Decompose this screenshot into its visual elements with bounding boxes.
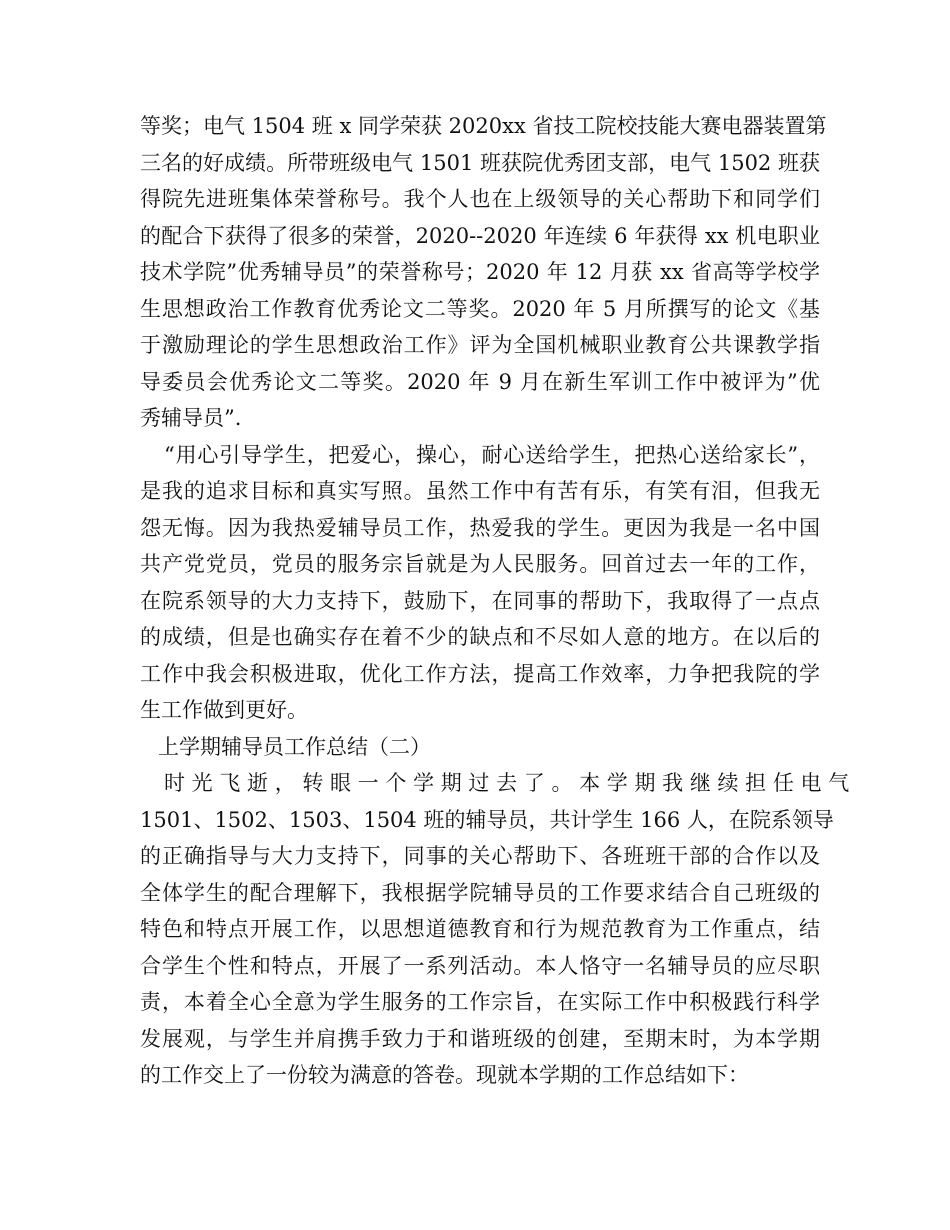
text-line: 的配合下获得了很多的荣誉，2020--2020 年连续 6 年获得 xx 机电职业 xyxy=(140,223,820,248)
text-line: 工作中我会积极进取，优化工作方法，提高工作效率，力争把我院的学 xyxy=(140,661,820,686)
text-line: 1501、1502、1503、1504 班的辅导员，共计学生 166 人，在院系领导 xyxy=(140,807,834,832)
text-line: 特色和特点开展工作，以思想道德教育和行为规范教育为工作重点，结 xyxy=(140,917,820,941)
text-line: 生工作做到更好。 xyxy=(140,698,308,722)
text-line: 三名的好成绩。所带班级电气 1501 班获院优秀团支部，电气 1502 班获 xyxy=(140,150,820,175)
paragraph-semester-summary xyxy=(140,765,850,1094)
text-line: 等奖；电气 1504 班 x 同学荣获 2020xx 省技工院校技能大赛电器装置第 xyxy=(140,114,827,138)
text-line: 技术学院”优秀辅导员”的荣誉称号；2020 年 12 月获 xx 省高等学校学 xyxy=(140,260,820,284)
text-line: 导委员会优秀论文二等奖。2020 年 9 月在新生军训工作中被评为”优 xyxy=(140,369,820,394)
section-heading xyxy=(140,729,820,766)
text-line: 时 光 飞 逝 ， 转 眼 一 个 学 期 过 去 了 。 本 学 期 我 继 续 担 任 电 气 xyxy=(164,771,850,795)
text-line: 的成绩，但是也确实存在着不少的缺点和不尽如人意的地方。在以后的 xyxy=(140,625,820,649)
text-line: 全体学生的配合理解下，我根据学院辅导员的工作要求结合自己班级的 xyxy=(140,880,820,905)
heading-text: 上学期辅导员工作总结（二） xyxy=(158,734,431,759)
text-line: 共产党党员，党员的服务宗旨就是为人民服务。回首过去一年的工作， xyxy=(140,552,820,576)
paragraph-motto xyxy=(140,437,820,729)
text-line: 生思想政治工作教育优秀论文二等奖。2020 年 5 月所撰写的论文《基 xyxy=(140,296,820,321)
text-line: 秀辅导员”. xyxy=(140,406,242,430)
text-line: 发展观，与学生并肩携手致力于和谐班级的创建，至期末时，为本学期 xyxy=(140,1026,820,1051)
text-line: 于激励理论的学生思想政治工作》评为全国机械职业教育公共课教学指 xyxy=(140,333,820,357)
paragraph-awards xyxy=(140,108,827,437)
text-line: “用心引导学生，把爱心，操心，耐心送给学生，把热心送给家长”， xyxy=(164,442,820,467)
text-line: 的正确指导与大力支持下，同事的关心帮助下、各班班干部的合作以及 xyxy=(140,844,820,868)
text-line: 合学生个性和特点，开展了一系列活动。本人恪守一名辅导员的应尽职 xyxy=(140,953,820,978)
text-line: 怨无悔。因为我热爱辅导员工作，热爱我的学生。更因为我是一名中国 xyxy=(140,515,820,540)
text-line: 得院先进班集体荣誉称号。我个人也在上级领导的关心帮助下和同学们 xyxy=(140,187,820,211)
document-body xyxy=(140,108,850,1094)
text-line: 的工作交上了一份较为满意的答卷。现就本学期的工作总结如下： xyxy=(140,1063,749,1087)
text-line: 责，本着全心全意为学生服务的工作宗旨，在实际工作中积极践行科学 xyxy=(140,990,820,1014)
text-line: 在院系领导的大力支持下，鼓励下，在同事的帮助下，我取得了一点点 xyxy=(140,588,820,613)
text-line: 是我的追求目标和真实写照。虽然工作中有苦有乐，有笑有泪，但我无 xyxy=(140,479,820,503)
